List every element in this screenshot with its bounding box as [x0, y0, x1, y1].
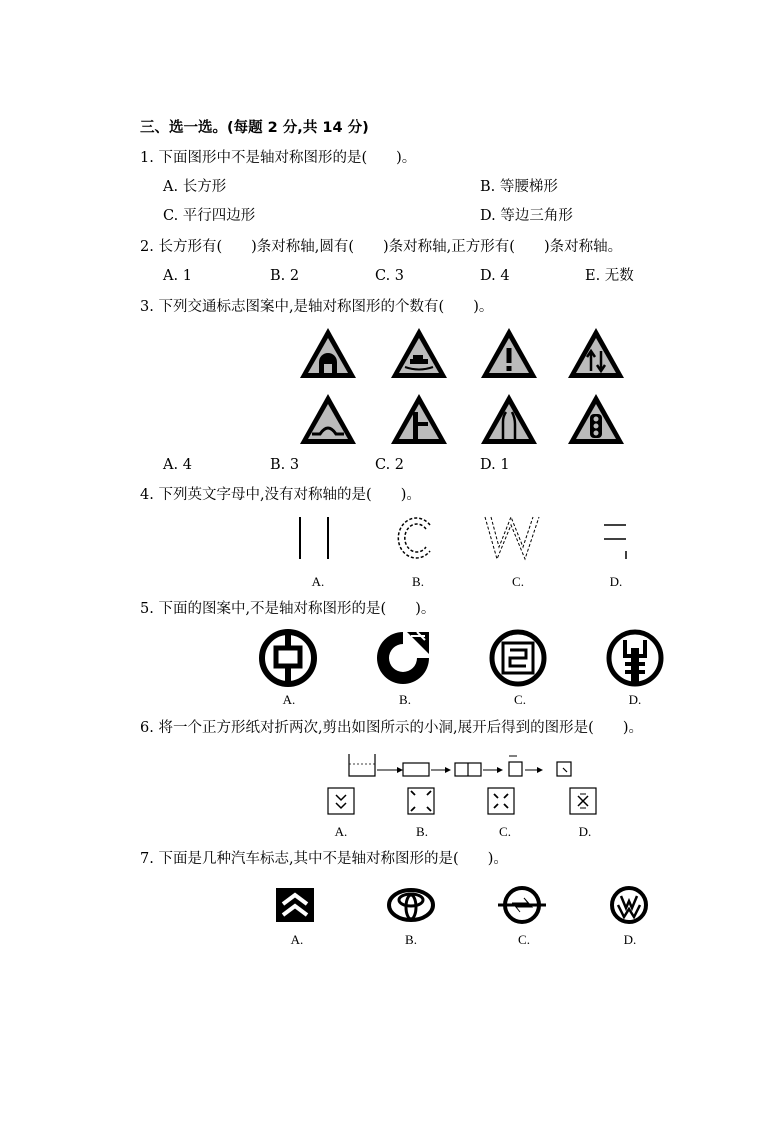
letter-h-figure [290, 515, 340, 563]
section-title: 三、选一选。(每题 2 分,共 14 分) [140, 120, 369, 136]
question-4-stem: 4. 下列英文字母中,没有对称轴的是( )。 [140, 487, 421, 503]
q6-option-c-figure [487, 787, 515, 815]
traffic-sign-narrow-road-icon [479, 392, 539, 447]
question-2-option-a[interactable]: A. 1 [163, 268, 192, 284]
question-1-option-b[interactable]: B. 等腰梯形 [480, 179, 558, 195]
logo-opel-icon [496, 884, 548, 926]
question-5-label-a[interactable]: A. [282, 692, 296, 707]
question-3-option-b[interactable]: B. 3 [270, 457, 300, 473]
question-1-stem: 1. 下面图形中不是轴对称图形的是( )。 [140, 150, 417, 166]
logo-volkswagen-icon [609, 885, 649, 925]
logo-icbc-icon [488, 628, 548, 688]
question-7-label-a[interactable]: A. [290, 932, 304, 947]
letter-f-figure [602, 515, 642, 563]
traffic-sign-bump-icon [298, 392, 358, 447]
question-3-stem: 3. 下列交通标志图案中,是轴对称图形的个数有( )。 [140, 299, 494, 315]
question-3-option-a[interactable]: A. 4 [163, 457, 192, 473]
question-6-label-a[interactable]: A. [334, 824, 348, 839]
question-1-option-a[interactable]: A. 长方形 [163, 179, 227, 195]
question-2-option-b[interactable]: B. 2 [270, 268, 300, 284]
question-1-option-d[interactable]: D. 等边三角形 [480, 208, 573, 224]
question-3-option-c[interactable]: C. 2 [375, 457, 405, 473]
question-1-option-c[interactable]: C. 平行四边形 [163, 208, 256, 224]
traffic-sign-traffic-light-icon [566, 392, 626, 447]
logo-construction-bank-icon [373, 628, 433, 688]
q6-option-a-figure [327, 787, 355, 815]
traffic-sign-two-way-icon [566, 326, 626, 381]
folding-steps-diagram [345, 750, 585, 780]
question-7-label-b[interactable]: B. [405, 932, 417, 947]
traffic-sign-ferry-icon [389, 326, 449, 381]
question-5-label-d[interactable]: D. [628, 692, 642, 707]
question-6-stem: 6. 将一个正方形纸对折两次,剪出如图所示的小洞,展开后得到的图形是( )。 [140, 720, 643, 736]
logo-citroen-icon [275, 887, 315, 923]
q6-option-b-figure [407, 787, 435, 815]
question-2-option-e[interactable]: E. 无数 [585, 268, 634, 284]
question-4-label-a[interactable]: A. [311, 574, 325, 589]
logo-bank-of-china-icon [258, 628, 318, 688]
question-5-stem: 5. 下面的图案中,不是轴对称图形的是( )。 [140, 601, 436, 617]
question-6-label-c[interactable]: C. [499, 824, 511, 839]
question-2-stem: 2. 长方形有( )条对称轴,圆有( )条对称轴,正方形有( )条对称轴。 [140, 239, 623, 255]
question-2-option-c[interactable]: C. 3 [375, 268, 405, 284]
question-7-label-c[interactable]: C. [518, 932, 530, 947]
question-3-option-d[interactable]: D. 1 [480, 457, 510, 473]
question-4-label-b[interactable]: B. [412, 574, 424, 589]
question-4-label-d[interactable]: D. [609, 574, 623, 589]
question-2-option-d[interactable]: D. 4 [480, 268, 510, 284]
question-4-label-c[interactable]: C. [512, 574, 524, 589]
letter-c-figure [392, 515, 442, 563]
letter-w-figure [483, 515, 543, 563]
question-7-stem: 7. 下面是几种汽车标志,其中不是轴对称图形的是( )。 [140, 851, 508, 867]
question-6-label-b[interactable]: B. [416, 824, 428, 839]
traffic-sign-warning-icon [479, 326, 539, 381]
traffic-sign-tunnel-icon [298, 326, 358, 381]
traffic-sign-side-road-icon [389, 392, 449, 447]
question-5-label-c[interactable]: C. [514, 692, 526, 707]
question-6-label-d[interactable]: D. [578, 824, 592, 839]
question-5-label-b[interactable]: B. [399, 692, 411, 707]
question-7-label-d[interactable]: D. [623, 932, 637, 947]
logo-agricultural-bank-icon [605, 628, 665, 688]
q6-option-d-figure [569, 787, 597, 815]
logo-toyota-icon [386, 885, 436, 925]
